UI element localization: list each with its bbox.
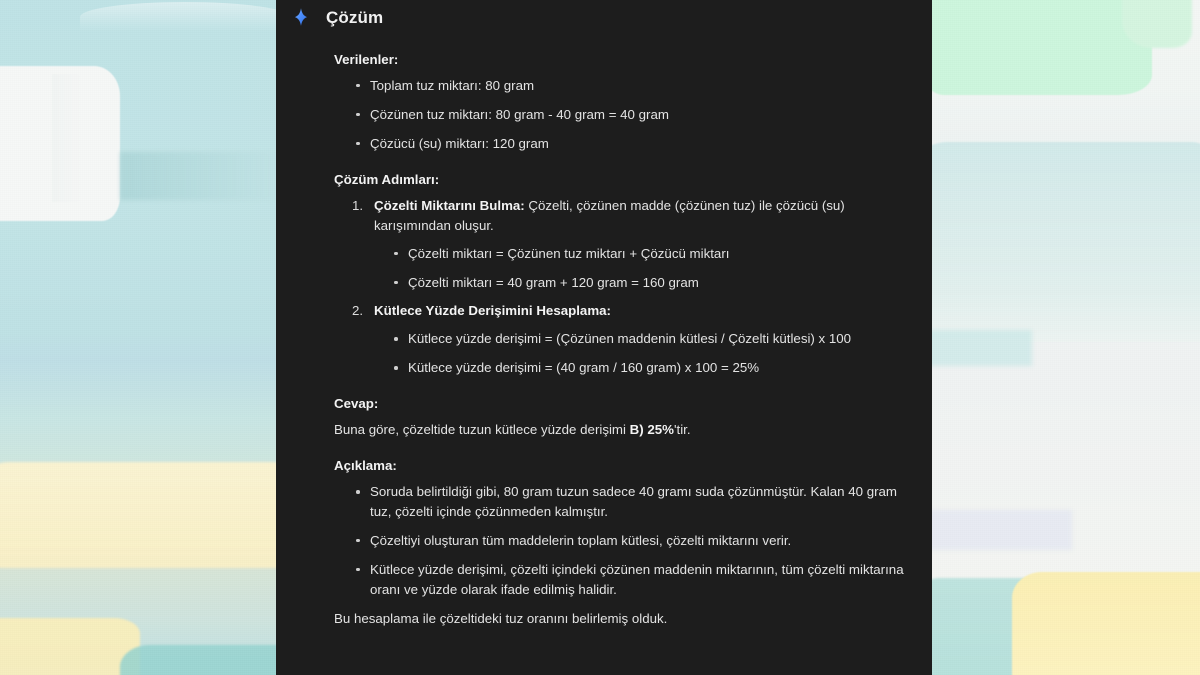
section-heading-explanation: Açıklama:: [334, 458, 397, 474]
list-item: Çözücü (su) miktarı: 120 gram: [356, 134, 910, 154]
wallpaper-cream-band-lower: [0, 618, 140, 675]
wallpaper-right-panel: [932, 0, 1200, 675]
list-item: Kütlece yüzde derişimi = (Çözünen maddenin kütlesi / Çözelti kütlesi) x 100: [394, 329, 910, 349]
page-title: Çözüm: [326, 7, 384, 27]
steps-list: [334, 196, 910, 379]
list-item: Soruda belirtildiği gibi, 80 gram tuzun sadece 40 gramı suda çözünmüştür. Kalan 40 gram tuz, çözelti içinde çözünmeden kalmıştır.: [356, 482, 910, 522]
step-text: Çözelti, çözünen madde (çözünen tuz) ile çözücü (su) karışımından oluşur.: [374, 197, 845, 233]
answer-text-before: Buna göre, çözeltide tuzun kütlece yüzde derişimi: [334, 422, 630, 438]
wallpaper-lavender-streak: [932, 510, 1072, 550]
step-lead: Çözelti Miktarını Bulma:: [374, 197, 525, 213]
wallpaper-white-brush-patch: [0, 66, 120, 221]
step-item: [352, 196, 910, 293]
wallpaper-cream-bottom-block: [1012, 572, 1200, 675]
section-heading-steps: Çözüm Adımları:: [334, 171, 440, 187]
step-sublist: [374, 329, 910, 378]
wallpaper-teal-streak: [120, 152, 276, 200]
wallpaper-sheen: [80, 2, 276, 32]
list-item: Çözünen tuz miktarı: 80 gram - 40 gram = 40 gram: [356, 105, 910, 125]
wallpaper-cream-band: [0, 462, 276, 568]
answer-sentence: [334, 420, 910, 440]
explanation-closing: Bu hesaplama ile çözeltideki tuz oranını belirlemiş olduk.: [334, 610, 668, 626]
step-lead: Kütlece Yüzde Derişimini Hesaplama:: [374, 303, 611, 319]
answer-panel: [276, 0, 932, 675]
section-heading-given: Verilenler:: [334, 52, 399, 67]
step-item: [352, 301, 910, 378]
list-item: Çözelti miktarı = 40 gram + 120 gram = 160 gram: [394, 273, 910, 293]
wallpaper-teal-band-bottom: [120, 645, 276, 675]
wallpaper-aqua-block: [932, 142, 1200, 342]
section-heading-answer: Cevap:: [334, 396, 379, 412]
list-item: Kütlece yüzde derişimi, çözelti içindeki çözünen maddenin miktarının, tüm çözelti miktarına oranı ve yüzde olarak ifade edilmiş halidir.: [356, 560, 910, 600]
sparkle-icon: [290, 7, 312, 29]
list-item: Toplam tuz miktarı: 80 gram: [356, 76, 910, 96]
panel-header: [288, 0, 910, 32]
answer-highlight: B) 25%: [629, 422, 674, 438]
wallpaper-mint-block: [932, 0, 1152, 95]
wallpaper-left-panel: [0, 0, 276, 675]
given-list: [334, 76, 910, 154]
wallpaper-mint-block-secondary: [1122, 0, 1192, 48]
answer-text-after: 'tir.: [674, 422, 691, 438]
wallpaper-aqua-tail: [932, 330, 1032, 366]
answer-body: [288, 50, 910, 629]
step-sublist: [374, 244, 910, 293]
list-item: Kütlece yüzde derişimi = (40 gram / 160 gram) x 100 = 25%: [394, 358, 910, 378]
explanation-list: [334, 482, 910, 600]
list-item: Çözelti miktarı = Çözünen tuz miktarı + Çözücü miktarı: [394, 244, 910, 264]
list-item: Çözeltiyi oluşturan tüm maddelerin toplam kütlesi, çözelti miktarını verir.: [356, 531, 910, 551]
